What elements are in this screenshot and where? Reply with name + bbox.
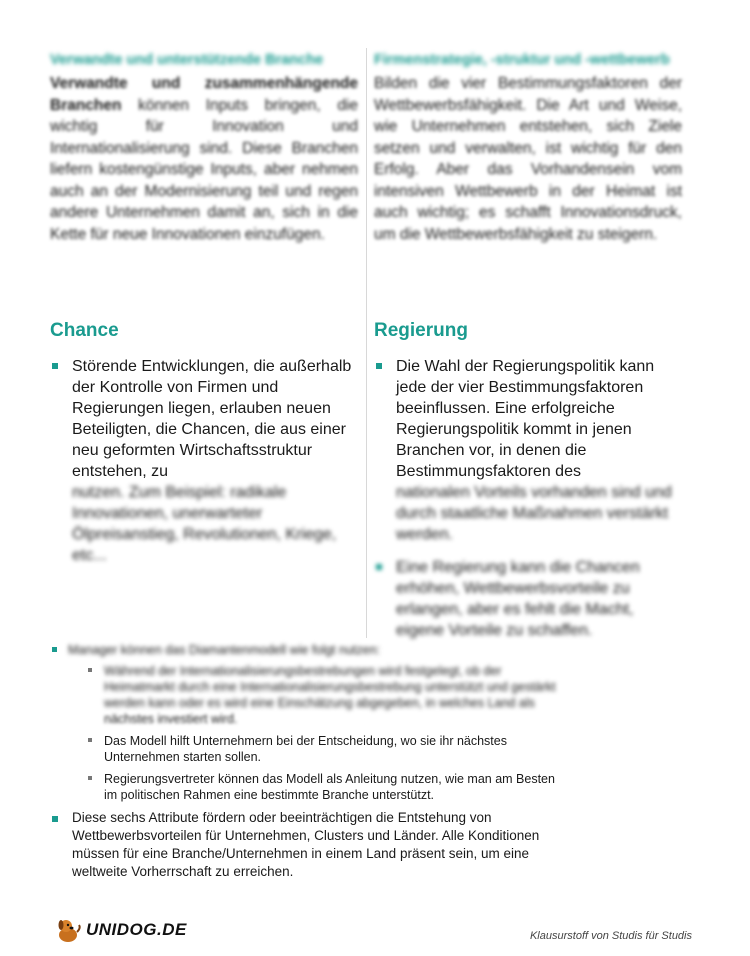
manager-sub-2-text: Das Modell hilft Unternehmern bei der Entscheidung, wo sie ihr nächstes Unternehmen starten sollen. [104,734,507,764]
manager-sub-3 [86,771,570,803]
dog-icon [54,916,82,944]
manager-sub-1-blurred: Während der Internationalisierungsbestrebungen wird festgelegt, ob der Heimatmarkt durch eine Internationalisierungsbestrebung unterstützt und gestärkt werden kann oder es wird eine Einschätzung abgegeben, in welches Land als [104,664,556,710]
manager-list [50,642,570,803]
related-industries-section [50,52,358,245]
related-industries-text [50,73,358,245]
summary-bullet [50,809,570,881]
manager-intro: Manager können das Diamantenmodell wie folgt nutzen: [68,643,380,657]
manager-section [50,642,570,881]
summary-text: Diese sechs Attribute fördern oder beeinträchtigen die Entstehung von Wettbewerbsvorteilen für Unternehmen, Clusters und Länder. Alle Konditionen müssen für eine Branche/Unternehmen in einem Land präsent sein, um eine weltweite Vorherrschaft zu erreichen. [72,810,540,879]
chance-list [50,356,358,566]
column-divider [366,48,367,638]
firm-strategy-title: Firmenstrategie, -struktur und -wettbewerb [374,52,670,68]
manager-sub-1-text: nächstes investiert wird. [104,712,238,726]
related-industries-lead: Verwandte und zusammenhängende Branchen [50,75,358,114]
chance-bullet-blurred: nutzen. Zum Beispiel: radikale Innovationen, unerwarteter Ölpreisanstieg, Revolutionen, Kriege, etc... [72,484,337,564]
government-bullet-1-text: Die Wahl der Regierungspolitik kann jede der vier Bestimmungsfaktoren beeinflussen. Eine erfolgreiche Regierungspolitik kommt in jenen Branchen vor, in denen die Bestimmungsfaktoren des [396,358,655,480]
related-industries-body: können Inputs bringen, die wichtig für Innovation und Internationalisierung sind. Diese Branchen liefern kostengünstige Inputs, aber nehmen auch an der Modernisierung teil und regen andere Unternehmen damit an, sich in die Kette für neue Innovationen einzufügen. [50,96,358,243]
firm-strategy-section [374,52,682,245]
manager-intro-bullet [50,642,570,803]
manager-sub-3-text: Regierungsvertreter können das Modell als Anleitung nutzen, wie man am Besten im politischen Rahmen eine bestimmte Branche unterstützt. [104,772,555,802]
firm-strategy-text: Bilden die vier Bestimmungsfaktoren der Wettbewerbsfähigkeit. Die Art und Weise, wie Unternehmen entstehen, sich Ziele setzen und verwalten, ist wichtig für den Erfolg. Aber das Vorhandensein vom intensiven Wettbewerb in der Heimat ist auch wichtig; es schafft Innovationsdruck, um die Wettbewerbsfähigkeit zu steigern. [374,75,682,243]
chance-heading: Chance [50,320,119,341]
government-bullet-1 [374,356,682,545]
summary-list [50,809,570,881]
government-bullet-1-blurred: nationalen Vorteils vorhanden sind und durch staatliche Maßnahmen verstärkt werden. [396,484,672,543]
chance-bullet-text: Störende Entwicklungen, die außerhalb der Kontrolle von Firmen und Regierungen liegen, erlauben neuen Beteiligten, die Chancen, die aus einer neu geformten Wirtschaftsstruktur entstehen, zu [72,358,352,480]
government-section [374,356,682,641]
government-list [374,356,682,641]
manager-sub-1 [86,663,570,727]
logo-text: UNIDOG.DE [86,920,187,939]
government-heading: Regierung [374,320,468,341]
government-bullet-2 [374,557,682,641]
unidog-logo [54,916,187,944]
chance-bullet [50,356,358,566]
related-industries-title: Verwandte und unterstützende Branche [50,52,324,68]
chance-section [50,356,358,566]
government-bullet-2-text: Eine Regierung kann die Chancen erhöhen, Wettbewerbsvorteile zu erlangen, aber es fehlt die Macht, eigene Vorteile zu schaffen. [396,559,640,639]
footer-tagline: Klausurstoff von Studis für Studis [529,930,692,942]
manager-sub-2 [86,733,570,765]
manager-sublist [68,663,570,803]
